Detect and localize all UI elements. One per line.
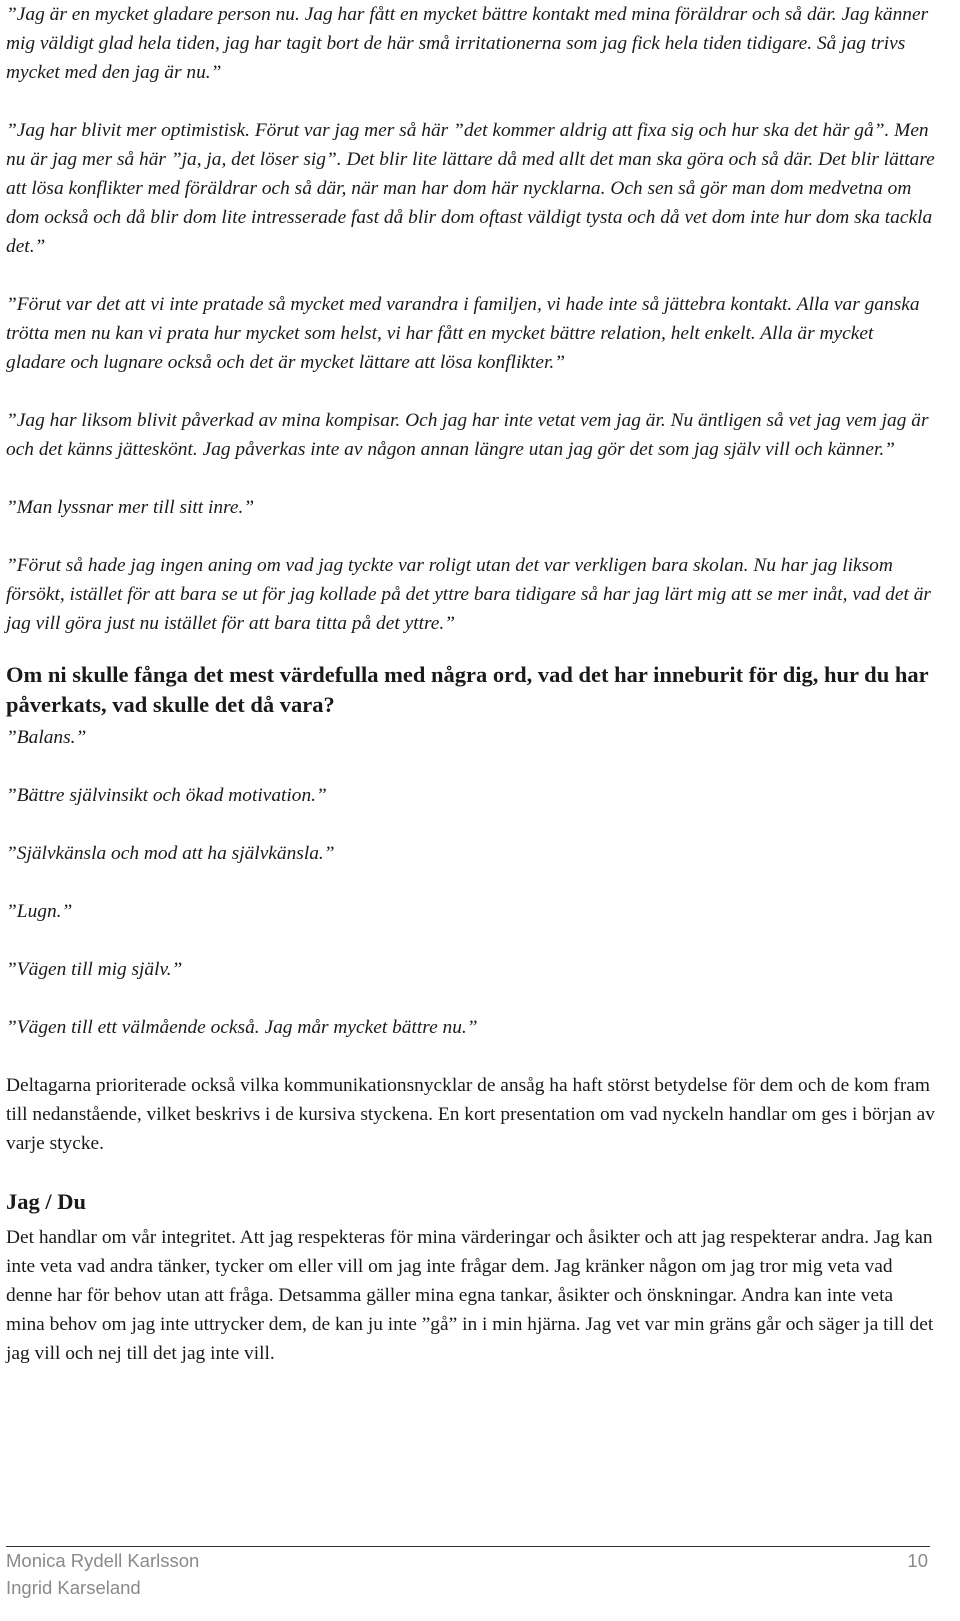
quote-paragraph: ”Jag är en mycket gladare person nu. Jag har fått en mycket bättre kontakt med mina föräldrar och så där. Jag känner mig väldigt glad hela tiden, jag har tagit bort de här små irritationerna som jag fick hela tiden tidigare. Så jag trivs mycket med den jag är nu.” (6, 4, 929, 83)
answer-quote: ”Vägen till mig själv.” (6, 959, 183, 980)
answer-quote: ”Bättre självinsikt och ökad motivation.” (6, 785, 327, 806)
footer-author: Ingrid Karseland (6, 1577, 141, 1598)
section-heading: Jag / Du (6, 1189, 87, 1214)
quote-paragraph: ”Jag har blivit mer optimistisk. Förut var jag mer så här ”det kommer aldrig att fixa sig och hur ska det här gå”. Men nu är jag mer så här ”ja, ja, det löser sig”. Det blir lite lättare då med allt det man ska göra och så där. Det blir lättare att lösa konflikter med föräldrar och så där, när man har dom här nycklarna. Och sen så gör man dom medvetna om dom också och då blir dom lite intresserade fast då blir dom oftast väldigt tysta och då vet dom inte hur dom ska tackla det.” (6, 120, 935, 257)
answer-quote: ”Balans.” (6, 727, 87, 748)
question-heading: Om ni skulle fånga det mest värdefulla med några ord, vad det har inneburit för dig, hur du har påverkats, vad skulle det då vara? (6, 662, 929, 717)
section-body: Det handlar om vår integritet. Att jag respekteras för mina värderingar och åsikter och att jag respekterar andra. Jag kan inte veta vad andra tänker, tycker om eller vill om jag inte frågar dem. Jag kränker någon om jag tror mig veta vad denne har för behov utan att fråga. Detsamma gäller mina egna tankar, åsikter och önskningar. Andra kan inte veta mina behov om jag inte uttrycker dem, de kan ju inte ”gå” in i min hjärna. Jag vet var min gräns går och säger ja till det jag vill och nej till det jag inte vill. (6, 1227, 934, 1364)
intro-paragraph: Deltagarna prioriterade också vilka kommunikationsnycklar de ansåg ha haft störst betydelse för dem och de kom fram till nedanstående, vilket beskrivs i de kursiva styckena. En kort presentation om vad nyckeln handlar om ges i början av varje stycke. (6, 1075, 935, 1154)
answer-quote: ”Vägen till ett välmående också. Jag mår mycket bättre nu.” (6, 1017, 478, 1038)
answer-quote: ”Lugn.” (6, 901, 73, 922)
answer-quote: ”Självkänsla och mod att ha självkänsla.” (6, 843, 335, 864)
quote-paragraph: ”Förut så hade jag ingen aning om vad jag tyckte var roligt utan det var verkligen bara skolan. Nu har jag liksom försökt, istället för att bara se ut för jag kollade på det yttre bara tidigare så har jag lärt mig att se mer inåt, vad det är jag vill göra just nu istället för att bara titta på det yttre.” (6, 555, 931, 634)
quote-paragraph: ”Jag har liksom blivit påverkad av mina kompisar. Och jag har inte vetat vem jag är. Nu äntligen så vet jag vem jag är och det känns jätteskönt. Jag påverkas inte av någon annan längre utan jag gör det som jag själv vill och känner.” (6, 410, 929, 460)
quote-paragraph: ”Förut var det att vi inte pratade så mycket med varandra i familjen, vi hade inte så jättebra kontakt. Alla var ganska trötta men nu kan vi prata hur mycket som helst, vi har fått en mycket bättre relation, helt enkelt. Alla är mycket gladare och lugnare också och det är mycket lättare att lösa konflikter.” (6, 294, 920, 373)
quote-paragraph: ”Man lyssnar mer till sitt inre.” (6, 497, 255, 518)
document-page (6, 0, 936, 1368)
page-number: 10 (907, 1550, 928, 1571)
footer-author: Monica Rydell Karlsson (6, 1550, 200, 1571)
page-footer (6, 1546, 930, 1601)
